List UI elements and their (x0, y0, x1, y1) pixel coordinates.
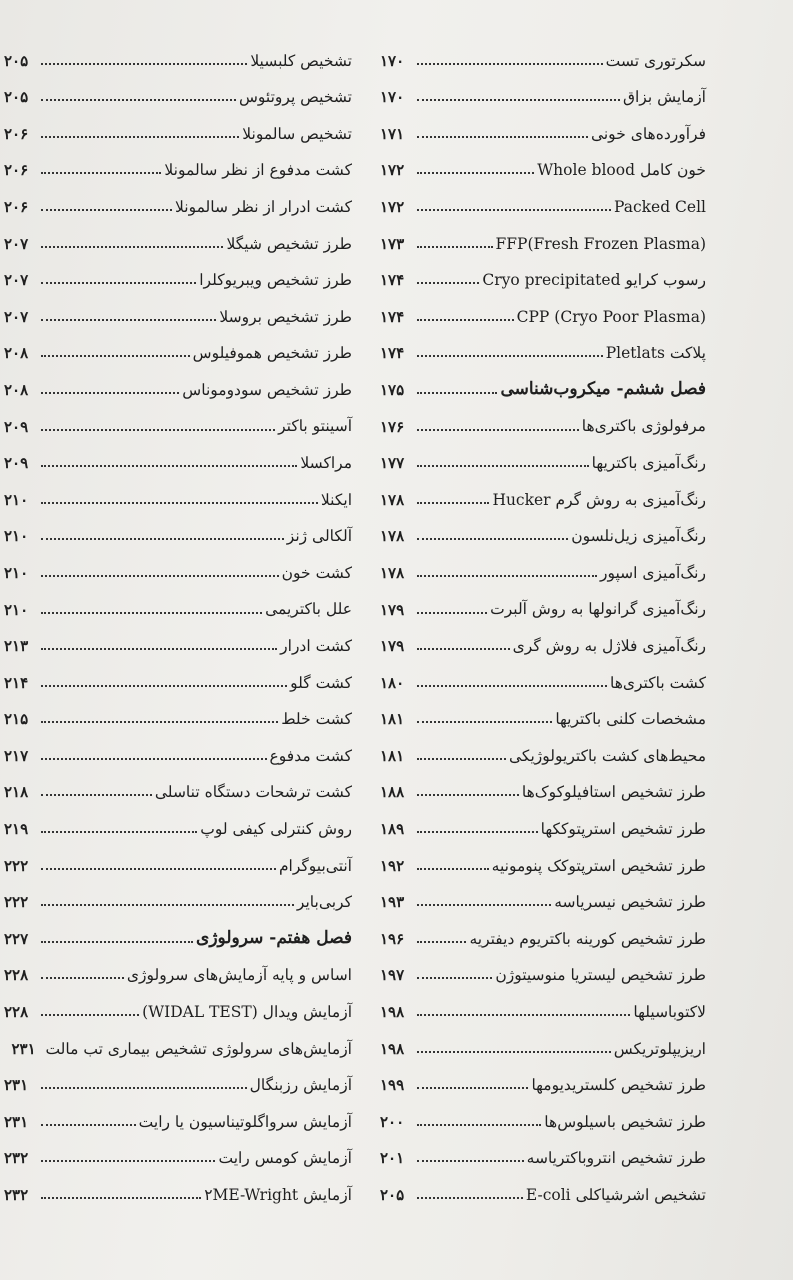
toc-entry-title: کشت باکتری‌ها (609, 673, 706, 692)
toc-entry-title: اساس و پایه آزمایش‌های سرولوژی (126, 966, 352, 985)
toc-entry (380, 804, 706, 841)
dot-leader (41, 319, 216, 321)
dot-leader (417, 136, 588, 138)
toc-entry (4, 475, 352, 512)
toc-entry (380, 109, 706, 146)
toc-entry-title: رنگ‌آمیزی زیل‌نلسون (571, 527, 706, 546)
dot-leader (41, 1197, 201, 1199)
toc-page-number: ۲۱۰ (4, 527, 29, 546)
toc-entry-title: کشت خون (281, 563, 352, 582)
toc-entry (380, 439, 706, 476)
toc-entry-title: طرز تشخیص کلستریدیومها (531, 1076, 706, 1095)
toc-entry-title: مراکسلا (300, 454, 352, 473)
toc-entry-title: آلکالی ژنز (286, 527, 352, 546)
dot-leader (417, 831, 538, 833)
toc-page-number: ۲۱۸ (4, 783, 29, 802)
toc-entry-title: FFP(Fresh Frozen Plasma) (495, 234, 706, 253)
toc-entry (4, 1097, 352, 1134)
toc-page-number: ۲۰۷ (4, 307, 29, 326)
toc-entry-title: کشت ترشحات دستگاه تناسلی (154, 783, 352, 802)
toc-entry (4, 1061, 352, 1098)
toc-entry-title: مرفولوژی باکتری‌ها (581, 417, 706, 436)
toc-entry (380, 768, 706, 805)
toc-entry (380, 256, 706, 293)
toc-entry (380, 329, 706, 366)
toc-page-number: ۱۷۲ (380, 161, 405, 180)
toc-page-number: ۱۷۲ (380, 197, 405, 216)
toc-entry (4, 256, 352, 293)
dot-leader (41, 172, 161, 174)
toc-entry-title: آزمایش‌های سرولوژی تشخیص بیماری تب مالت (45, 1039, 352, 1058)
toc-entry (4, 585, 352, 622)
toc-entry-title: طرز تشخیص استرپتوکک پنومونیه (491, 856, 706, 875)
toc-entry (4, 512, 352, 549)
toc-page-number: ۱۹۶ (380, 929, 405, 948)
toc-entry-title: طرز تشخیص استرپتوککها (540, 820, 706, 839)
toc-entry (380, 512, 706, 549)
dot-leader (417, 465, 589, 467)
dot-leader (417, 685, 607, 687)
toc-entry-title: تشخیص اشرشیاکلی E-coli (525, 1185, 706, 1204)
toc-page-number: ۲۰۸ (4, 344, 29, 363)
toc-entry-title: طرز تشخیص هموفیلوس (192, 344, 352, 363)
toc-entry-title: رسوب کرایو Cryo precipitated (482, 271, 706, 290)
toc-page-number: ۱۹۲ (380, 856, 405, 875)
toc-entry (380, 987, 706, 1024)
toc-page-number: ۲۱۷ (4, 746, 29, 765)
dot-leader (41, 429, 275, 431)
dot-leader (417, 868, 489, 870)
dot-leader (417, 172, 534, 174)
dot-leader (417, 941, 466, 943)
dot-leader (417, 1124, 541, 1126)
toc-entry-title: CPP (Cryo Poor Plasma) (516, 307, 706, 326)
toc-entry-title: محیط‌های کشت باکتریولوژیکی (509, 746, 706, 765)
dot-leader (417, 648, 510, 650)
toc-entry (380, 146, 706, 183)
toc-entry-title: خون کامل Whole blood (537, 161, 706, 180)
toc-entry (4, 1024, 352, 1061)
dot-leader (417, 1197, 523, 1199)
toc-entry-title: کشت گلو (290, 673, 352, 692)
toc-entry-title: سکرتوری تست (605, 51, 706, 70)
toc-entry-title: طرز تشخیص انتروباکتریاسه (526, 1149, 706, 1168)
toc-entry-title: آزمایش ۲ME-Wright (204, 1185, 352, 1204)
toc-entry-title: فصل ششم- میکروب‌شناسی (500, 379, 706, 400)
toc-entry (380, 585, 706, 622)
dot-leader (41, 868, 276, 870)
toc-right-column (380, 36, 706, 1207)
toc-entry (380, 658, 706, 695)
dot-leader (41, 99, 236, 101)
toc-page-number: ۲۲۷ (4, 929, 29, 948)
toc-entry-title: کشت ادرار (280, 637, 352, 656)
toc-page-number: ۱۷۶ (380, 417, 405, 436)
dot-leader (417, 282, 479, 284)
toc-entry (4, 1170, 352, 1207)
toc-entry (4, 36, 352, 73)
dot-leader (41, 1087, 247, 1089)
toc-page-number: ۲۲۸ (4, 966, 29, 985)
dot-leader (417, 209, 611, 211)
toc-entry-title: آزمایش رزبنگال (249, 1076, 352, 1095)
toc-entry (380, 622, 706, 659)
dot-leader (41, 758, 267, 760)
toc-entry-title: کربی‌بایر (296, 893, 352, 912)
toc-entry (380, 36, 706, 73)
toc-page-number: ۱۸۰ (380, 673, 405, 692)
toc-entry-title: رنگ‌آمیزی اسپور (599, 563, 706, 582)
toc-entry (380, 1061, 706, 1098)
toc-entry-title: رنگ‌آمیزی گرانولها به روش آلبرت (490, 600, 706, 619)
toc-entry (4, 841, 352, 878)
toc-chapter-heading (380, 365, 706, 402)
toc-page-number: ۱۹۸ (380, 1039, 405, 1058)
toc-entry (4, 731, 352, 768)
dot-leader (417, 977, 492, 979)
toc-page-number: ۱۷۳ (380, 234, 405, 253)
dot-leader (417, 538, 568, 540)
toc-page-number: ۲۰۵ (4, 51, 29, 70)
dot-leader (417, 1051, 611, 1053)
dot-leader (41, 465, 297, 467)
dot-leader (417, 319, 514, 321)
toc-entry-title: طرز تشخیص سودوموناس (182, 380, 352, 399)
dot-leader (41, 1014, 139, 1016)
dot-leader (417, 246, 493, 248)
dot-leader (41, 612, 262, 614)
toc-page-number: ۲۱۳ (4, 637, 29, 656)
toc-entry (4, 951, 352, 988)
toc-page-number: ۱۹۹ (380, 1076, 405, 1095)
toc-entry-title: طرز تشخیص باسیلوس‌ها (544, 1112, 706, 1131)
toc-entry (380, 1097, 706, 1134)
dot-leader (41, 904, 294, 906)
toc-page-number: ۱۸۸ (380, 783, 405, 802)
toc-entry (4, 365, 352, 402)
toc-page-number: ۲۳۲ (4, 1186, 29, 1204)
toc-page-number: ۲۰۹ (4, 417, 29, 436)
dot-leader (417, 721, 552, 723)
toc-entry-title: طرز تشخیص بروسلا (219, 307, 352, 326)
toc-page-number: ۲۱۰ (4, 600, 29, 619)
toc-entry-title: رنگ‌آمیزی به روش گرم Hucker (492, 490, 706, 509)
toc-page-number: ۲۰۶ (4, 197, 29, 216)
toc-entry-title: ایکنلا (320, 490, 352, 509)
toc-entry-title: آسینتو باکتر (278, 417, 352, 436)
toc-page-number: ۱۷۴ (380, 307, 405, 326)
dot-leader (41, 685, 287, 687)
toc-page-number: ۱۷۹ (380, 637, 405, 656)
dot-leader (417, 1160, 524, 1162)
dot-leader (41, 941, 193, 943)
toc-page-number: ۱۹۷ (380, 966, 405, 985)
toc-entry (380, 1170, 706, 1207)
toc-page-number: ۱۷۴ (380, 271, 405, 290)
toc-page-number: ۲۰۹ (4, 454, 29, 473)
toc-page-number: ۲۳۲ (4, 1149, 29, 1168)
toc-entry (380, 841, 706, 878)
toc-entry-title: تشخیص کلبسیلا (250, 51, 352, 70)
toc-entry-title: طرز تشخیص لیستریا منوسیتوژن (495, 966, 706, 985)
toc-entry (4, 219, 352, 256)
toc-page-number: ۲۲۲ (4, 893, 29, 912)
toc-page-number: ۲۲۸ (4, 1003, 29, 1022)
dot-leader (41, 355, 190, 357)
toc-entry (4, 658, 352, 695)
dot-leader (417, 429, 579, 431)
toc-entry (4, 329, 352, 366)
dot-leader (417, 502, 489, 504)
toc-entry (4, 439, 352, 476)
toc-page-number: ۲۰۷ (4, 234, 29, 253)
dot-leader (417, 612, 487, 614)
toc-entry (380, 731, 706, 768)
toc-entry-title: کشت مدفوع از نظر سالمونلا (164, 161, 352, 180)
toc-entry (380, 695, 706, 732)
toc-page-number: ۱۸۱ (380, 746, 405, 765)
toc-entry (4, 622, 352, 659)
toc-entry (380, 182, 706, 219)
dot-leader (417, 1087, 528, 1089)
dot-leader (41, 977, 124, 979)
toc-page-number: ۱۷۷ (380, 454, 405, 473)
toc-page-number: ۱۷۱ (380, 124, 405, 143)
dot-leader (41, 831, 197, 833)
toc-entry-title: کشت مدفوع (269, 746, 352, 765)
toc-page-number: ۲۰۸ (4, 380, 29, 399)
dot-leader (41, 721, 278, 723)
toc-entry (4, 768, 352, 805)
dot-leader (417, 1014, 630, 1016)
toc-entry (380, 914, 706, 951)
toc-entry-title: تشخیص پروتئوس (238, 88, 352, 107)
toc-page-number: ۲۱۵ (4, 710, 29, 729)
toc-entry-title: طرز تشخیص شیگلا (226, 234, 352, 253)
toc-entry (4, 1134, 352, 1171)
dot-leader (41, 538, 284, 540)
toc-page-number: ۲۰۷ (4, 271, 29, 290)
dot-leader (417, 355, 603, 357)
toc-page-number: ۱۷۸ (380, 563, 405, 582)
toc-page-number: ۱۷۰ (380, 88, 405, 107)
toc-page-number: ۱۹۸ (380, 1003, 405, 1022)
toc-entry-title: مشخصات کلنی باکتریها (555, 710, 706, 729)
toc-entry-title: آنتی‌بیوگرام (278, 856, 352, 875)
toc-entry (4, 109, 352, 146)
toc-entry (380, 402, 706, 439)
toc-entry (380, 548, 706, 585)
toc-page-number: ۱۷۴ (380, 344, 405, 363)
toc-entry-title: طرز تشخیص استافیلوکوک‌ها (521, 783, 706, 802)
toc-page-number: ۲۰۶ (4, 124, 29, 143)
toc-entry (380, 219, 706, 256)
dot-leader (41, 575, 279, 577)
dot-leader (417, 794, 519, 796)
toc-page-number: ۲۰۱ (380, 1149, 405, 1168)
toc-entry (4, 695, 352, 732)
dot-leader (41, 209, 172, 211)
toc-entry (380, 73, 706, 110)
toc-entry-title: Packed Cell (613, 197, 706, 216)
toc-entry (380, 292, 706, 329)
toc-page-number: ۱۷۰ (380, 51, 405, 70)
toc-page-number: ۲۳۱ (4, 1112, 29, 1131)
dot-leader (41, 648, 277, 650)
toc-page-number: ۱۷۸ (380, 527, 405, 546)
dot-leader (41, 1160, 215, 1162)
toc-page-number: ۲۰۵ (4, 88, 29, 107)
toc-entry-title: طرز تشخیص کورینه باکتریوم دیفتریه (469, 929, 706, 948)
toc-entry-title: رنگ‌آمیزی فلاژل به روش گری (512, 637, 706, 656)
dot-leader (417, 575, 597, 577)
toc-entry-title: آزمایش بزاق (622, 88, 706, 107)
toc-page-number: ۲۱۹ (4, 820, 29, 839)
toc-entry-title: فصل هفتم- سرولوژی (196, 928, 352, 949)
toc-entry (4, 182, 352, 219)
dot-leader (41, 282, 196, 284)
dot-leader (417, 392, 497, 394)
toc-entry (4, 292, 352, 329)
toc-page-number: ۱۸۹ (380, 820, 405, 839)
dot-leader (417, 758, 506, 760)
toc-page-number: ۲۱۴ (4, 673, 29, 692)
toc-entry-title: کشت ادرار از نظر سالمونلا (175, 197, 352, 216)
toc-entry (4, 146, 352, 183)
toc-page-number: ۲۰۶ (4, 161, 29, 180)
dot-leader (41, 136, 239, 138)
toc-entry (380, 475, 706, 512)
toc-page-number: ۲۲۲ (4, 856, 29, 875)
toc-entry-title: علل باکتریمی (265, 600, 352, 619)
toc-page-number: ۲۰۵ (380, 1186, 405, 1204)
dot-leader (41, 1124, 136, 1126)
toc-entry-title: رنگ‌آمیزی باکتریها (591, 454, 706, 473)
dot-leader (41, 246, 223, 248)
toc-entry (380, 951, 706, 988)
toc-entry-title: طرز تشخیص ویبریوکلرا (199, 271, 352, 290)
toc-page-number: ۲۱۰ (4, 490, 29, 509)
toc-entry-title: طرز تشخیص نیسریاسه (554, 893, 706, 912)
toc-page-number: ۲۰۰ (380, 1112, 405, 1131)
toc-entry (380, 1024, 706, 1061)
toc-entry-title: تشخیص سالمونلا (242, 124, 352, 143)
dot-leader (417, 99, 620, 101)
toc-entry-title: اریزیپلوتریکس (613, 1039, 706, 1058)
toc-entry-title: کشت خلط (281, 710, 352, 729)
toc-page-number: ۲۳۱ (4, 1076, 29, 1095)
toc-entry (380, 1134, 706, 1171)
toc-page-number: ۲۱۰ (4, 563, 29, 582)
dot-leader (41, 794, 152, 796)
dot-leader (41, 502, 318, 504)
toc-entry (4, 804, 352, 841)
toc-entry-title: آزمایش سرواگلوتیناسیون یا رایت (138, 1112, 352, 1131)
dot-leader (417, 63, 603, 65)
toc-entry (4, 548, 352, 585)
toc-entry (4, 878, 352, 915)
toc-left-column (4, 36, 352, 1207)
toc-entry-title: آزمایش کومس رایت (218, 1149, 352, 1168)
toc-page-number: ۱۷۹ (380, 600, 405, 619)
dot-leader (41, 63, 247, 65)
dot-leader (41, 392, 179, 394)
toc-entry-title: لاکتوباسیلها (633, 1002, 706, 1021)
toc-page-number: ۲۳۱ (11, 1039, 36, 1058)
toc-entry (380, 878, 706, 915)
toc-page-number: ۱۷۸ (380, 490, 405, 509)
dot-leader (417, 904, 551, 906)
toc-entry-title: روش کنترلی کیفی لوپ (200, 820, 352, 839)
toc-entry (4, 987, 352, 1024)
toc-entry-title: فرآورده‌های خونی (590, 124, 706, 143)
toc-entry-title: پلاکت Pletlats (605, 344, 706, 363)
toc-entry (4, 73, 352, 110)
toc-chapter-heading (4, 914, 352, 951)
toc-page-number: ۱۷۵ (380, 380, 405, 399)
toc-page-number: ۱۹۳ (380, 893, 405, 912)
toc-page-number: ۱۸۱ (380, 710, 405, 729)
toc-entry-title: آزمایش ویدال (WIDAL TEST) (142, 1002, 352, 1021)
toc-entry (4, 402, 352, 439)
